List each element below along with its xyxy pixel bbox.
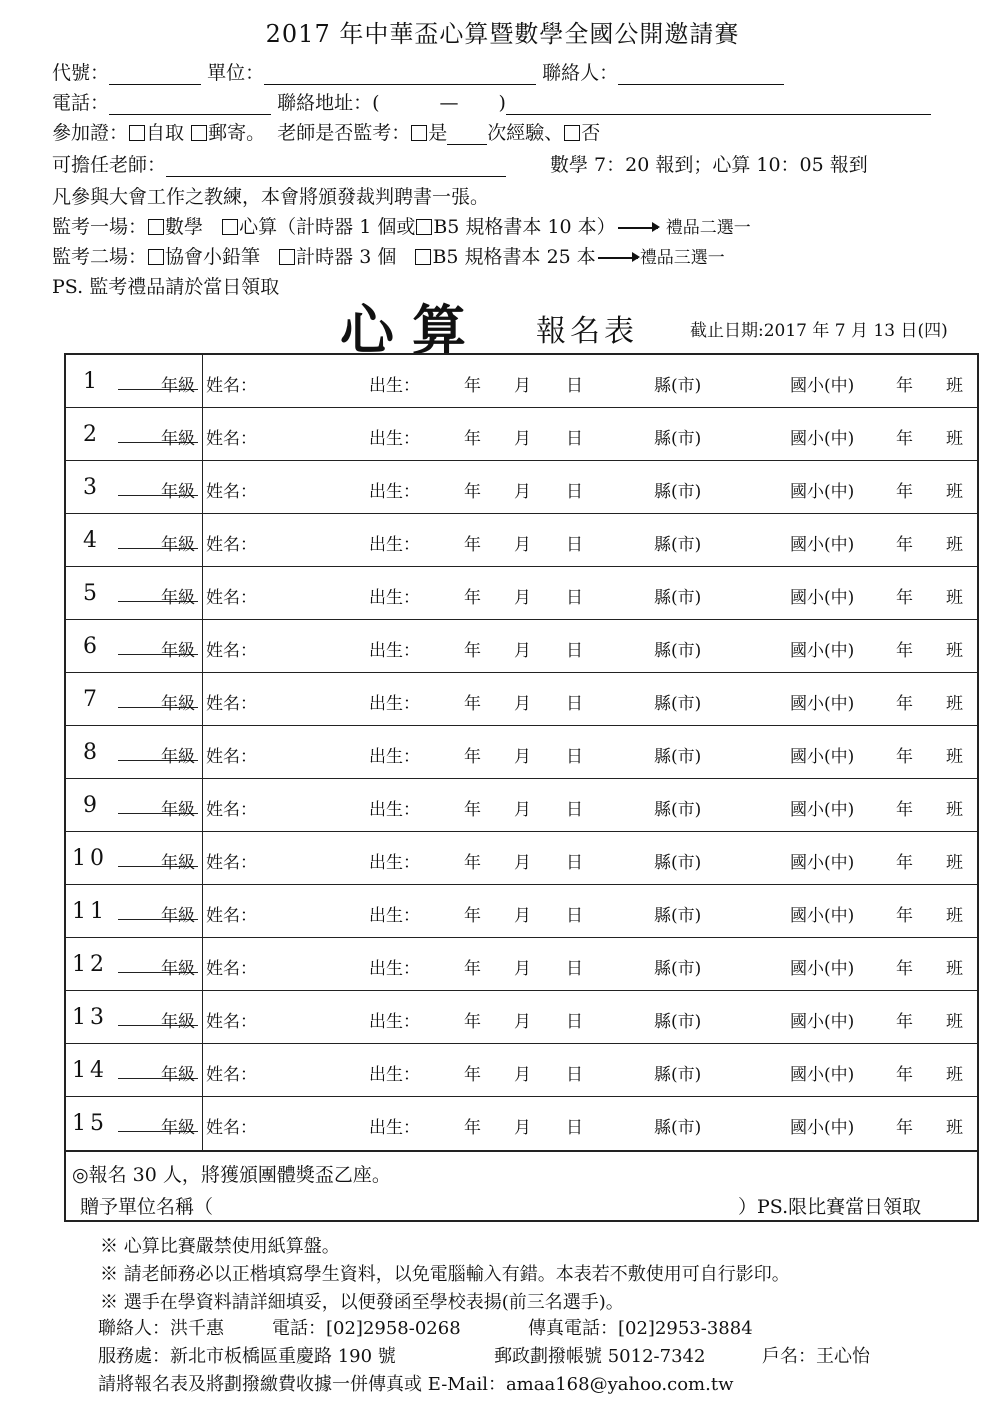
proctor-question: 老師是否監考：	[277, 122, 411, 144]
column-divider	[202, 355, 203, 407]
school-year-label: 年	[896, 959, 913, 979]
grade-label: 年級	[161, 482, 195, 502]
class-label: 班	[946, 906, 963, 926]
proctor-yes-label: 是	[428, 122, 448, 144]
address-label: 聯絡地址：(	[277, 92, 380, 114]
grade-label: 年級	[161, 535, 195, 555]
birth-month-label: 月	[514, 800, 531, 820]
county-label: 縣(市)	[654, 376, 702, 396]
column-divider	[202, 885, 203, 937]
gift-2-label: 禮品二選一	[665, 218, 751, 238]
school-label: 國小(中)	[790, 482, 855, 502]
birth-day-label: 日	[566, 694, 583, 714]
county-label: 縣(市)	[654, 959, 702, 979]
birth-label: 出生：	[369, 694, 420, 714]
birth-label: 出生：	[369, 959, 420, 979]
class-label: 班	[946, 641, 963, 661]
birth-label: 出生：	[369, 1118, 420, 1138]
birth-month-label: 月	[514, 376, 531, 396]
class-label: 班	[946, 1065, 963, 1085]
table-row	[66, 673, 977, 726]
birth-label: 出生：	[369, 906, 420, 926]
table-row	[66, 355, 977, 408]
row-number: 10	[72, 846, 108, 871]
proctor-1-b5-checkbox[interactable]	[416, 219, 432, 235]
class-label: 班	[946, 1118, 963, 1138]
birth-label: 出生：	[369, 800, 420, 820]
name-label: 姓名：	[206, 853, 257, 873]
class-label: 班	[946, 535, 963, 555]
proctor-1-math-checkbox[interactable]	[148, 219, 164, 235]
proctor-1-line	[52, 212, 751, 239]
row-number: 8	[83, 740, 97, 765]
birth-month-label: 月	[514, 959, 531, 979]
postal-account: 郵政劃撥帳號 5012-7342	[494, 1346, 706, 1367]
birth-label: 出生：	[369, 376, 420, 396]
row-number: 11	[72, 899, 108, 924]
birth-month-label: 月	[514, 747, 531, 767]
table-row	[66, 461, 977, 514]
group-award-box	[64, 1150, 979, 1222]
table-row	[66, 1097, 977, 1150]
form-title-sub: 報名表	[536, 314, 638, 349]
proctor-yes-checkbox[interactable]	[411, 125, 427, 141]
county-label: 縣(市)	[654, 429, 702, 449]
class-label: 班	[946, 588, 963, 608]
table-row	[66, 514, 977, 567]
column-divider	[202, 1097, 203, 1150]
school-label: 國小(中)	[790, 641, 855, 661]
birth-year-label: 年	[464, 535, 481, 555]
deadline: 截止日期:2017 年 7 月 13 日(四)	[690, 321, 948, 341]
birth-day-label: 日	[566, 1012, 583, 1032]
proctor-2-line	[52, 242, 725, 269]
column-divider	[202, 673, 203, 725]
code-label: 代號：	[52, 62, 110, 84]
birth-year-label: 年	[464, 1118, 481, 1138]
birth-label: 出生：	[369, 853, 420, 873]
header-line-2	[52, 88, 931, 115]
birth-day-label: 日	[566, 800, 583, 820]
teacher-label: 可擔任老師：	[52, 154, 167, 176]
pickup-checkbox[interactable]	[129, 125, 145, 141]
birth-day-label: 日	[566, 853, 583, 873]
mail-checkbox[interactable]	[191, 125, 207, 141]
birth-year-label: 年	[464, 906, 481, 926]
school-year-label: 年	[896, 906, 913, 926]
table-row	[66, 567, 977, 620]
address-close: )	[498, 92, 506, 114]
row-number: 14	[72, 1058, 108, 1083]
grade-label: 年級	[161, 800, 195, 820]
birth-month-label: 月	[514, 1118, 531, 1138]
birth-day-label: 日	[566, 747, 583, 767]
name-label: 姓名：	[206, 482, 257, 502]
note-1: ※ 心算比賽嚴禁使用紙算盤。	[100, 1236, 340, 1257]
email-note: 請將報名表及將劃撥繳費收據一併傳真或 E-Mail：amaa168@yahoo.com.tw	[98, 1374, 734, 1395]
name-label: 姓名：	[206, 376, 257, 396]
contact-phone: 電話：[02]2958-0268	[272, 1318, 461, 1339]
birth-day-label: 日	[566, 482, 583, 502]
table-row	[66, 620, 977, 673]
school-year-label: 年	[896, 641, 913, 661]
birth-year-label: 年	[464, 429, 481, 449]
school-year-label: 年	[896, 1118, 913, 1138]
row-number: 13	[72, 1005, 108, 1030]
birth-label: 出生：	[369, 429, 420, 449]
name-label: 姓名：	[206, 1118, 257, 1138]
row-number: 12	[72, 952, 108, 977]
group-award-note: ◎報名 30 人，將獲頒團體獎盃乙座。	[72, 1164, 391, 1186]
birth-label: 出生：	[369, 747, 420, 767]
header-line-1	[52, 58, 784, 85]
grade-label: 年級	[161, 588, 195, 608]
row-number: 9	[83, 793, 97, 818]
gift-unit-close: ）PS.限比賽當日領取	[738, 1196, 922, 1218]
proctor-1-math-label: 數學	[165, 216, 204, 238]
proctor-no-label: 否	[581, 122, 601, 144]
birth-year-label: 年	[464, 853, 481, 873]
school-year-label: 年	[896, 482, 913, 502]
school-label: 國小(中)	[790, 1065, 855, 1085]
grade-label: 年級	[161, 376, 195, 396]
proctor-1-b5-label: B5 規格書本 10 本）	[433, 216, 616, 238]
birth-day-label: 日	[566, 1118, 583, 1138]
class-label: 班	[946, 853, 963, 873]
school-label: 國小(中)	[790, 1118, 855, 1138]
county-label: 縣(市)	[654, 1118, 702, 1138]
name-label: 姓名：	[206, 747, 257, 767]
class-label: 班	[946, 429, 963, 449]
county-label: 縣(市)	[654, 694, 702, 714]
county-label: 縣(市)	[654, 747, 702, 767]
class-label: 班	[946, 747, 963, 767]
class-label: 班	[946, 1012, 963, 1032]
teacher-field[interactable]	[166, 156, 506, 177]
school-label: 國小(中)	[790, 747, 855, 767]
birth-year-label: 年	[464, 376, 481, 396]
class-label: 班	[946, 959, 963, 979]
grade-label: 年級	[161, 1065, 195, 1085]
table-row	[66, 885, 977, 938]
birth-month-label: 月	[514, 641, 531, 661]
note-2: ※ 請老師務必以正楷填寫學生資料，以免電腦輸入有錯。本表若不敷使用可自行影印。	[100, 1264, 790, 1285]
grade-label: 年級	[161, 694, 195, 714]
birth-year-label: 年	[464, 641, 481, 661]
name-label: 姓名：	[206, 1012, 257, 1032]
class-label: 班	[946, 376, 963, 396]
name-label: 姓名：	[206, 800, 257, 820]
code-field[interactable]	[109, 64, 201, 85]
birth-year-label: 年	[464, 482, 481, 502]
header-line-3	[52, 118, 600, 145]
name-label: 姓名：	[206, 535, 257, 555]
proctor-2-label: 監考二場：	[52, 246, 148, 268]
school-label: 國小(中)	[790, 800, 855, 820]
ps-gift-note: PS. 監考禮品請於當日領取	[52, 276, 280, 298]
county-label: 縣(市)	[654, 588, 702, 608]
name-label: 姓名：	[206, 1065, 257, 1085]
class-label: 班	[946, 800, 963, 820]
birth-label: 出生：	[369, 482, 420, 502]
birth-month-label: 月	[514, 694, 531, 714]
column-divider	[202, 620, 203, 672]
birth-month-label: 月	[514, 535, 531, 555]
county-label: 縣(市)	[654, 482, 702, 502]
county-label: 縣(市)	[654, 906, 702, 926]
proctor-2-timer-label: 計時器 3 個	[296, 246, 397, 268]
grade-label: 年級	[161, 1118, 195, 1138]
times-exp-label: 次經驗、	[487, 122, 564, 144]
school-label: 國小(中)	[790, 906, 855, 926]
class-label: 班	[946, 694, 963, 714]
arrow-icon	[598, 257, 638, 259]
arrow-icon	[618, 227, 658, 229]
grade-label: 年級	[161, 959, 195, 979]
row-number: 3	[83, 475, 97, 500]
proctor-2-timer-checkbox[interactable]	[279, 249, 295, 265]
name-label: 姓名：	[206, 429, 257, 449]
birth-label: 出生：	[369, 1012, 420, 1032]
birth-day-label: 日	[566, 376, 583, 396]
proctor-2-b5-label: B5 規格書本 25 本	[432, 246, 596, 268]
class-label: 班	[946, 482, 963, 502]
unit-label: 單位：	[207, 62, 265, 84]
birth-year-label: 年	[464, 1065, 481, 1085]
grade-label: 年級	[161, 747, 195, 767]
experience-field[interactable]	[447, 124, 487, 145]
report-times: 數學 7：20 報到；心算 10：05 報到	[550, 154, 868, 176]
birth-day-label: 日	[566, 535, 583, 555]
pass-label: 參加證：	[52, 122, 129, 144]
birth-month-label: 月	[514, 906, 531, 926]
column-divider	[202, 461, 203, 513]
address-dash: —	[439, 92, 459, 114]
county-label: 縣(市)	[654, 1065, 702, 1085]
school-year-label: 年	[896, 376, 913, 396]
header-line-4	[52, 150, 506, 177]
school-label: 國小(中)	[790, 853, 855, 873]
row-number: 2	[83, 422, 97, 447]
county-label: 縣(市)	[654, 1012, 702, 1032]
note-3: ※ 選手在學資料請詳細填妥，以便發函至學校表揚(前三名選手)。	[100, 1292, 624, 1313]
column-divider	[202, 991, 203, 1043]
birth-label: 出生：	[369, 588, 420, 608]
school-year-label: 年	[896, 747, 913, 767]
school-label: 國小(中)	[790, 429, 855, 449]
proctor-1-mental-label: 心算（計時器 1 個或	[239, 216, 416, 238]
school-label: 國小(中)	[790, 959, 855, 979]
school-year-label: 年	[896, 694, 913, 714]
school-label: 國小(中)	[790, 1012, 855, 1032]
name-label: 姓名：	[206, 906, 257, 926]
birth-year-label: 年	[464, 747, 481, 767]
birth-month-label: 月	[514, 588, 531, 608]
birth-label: 出生：	[369, 1065, 420, 1085]
gift-3-label: 禮品三選一	[639, 248, 725, 268]
row-number: 4	[83, 528, 97, 553]
contact-field[interactable]	[618, 64, 784, 85]
school-year-label: 年	[896, 535, 913, 555]
table-row	[66, 991, 977, 1044]
phone-field[interactable]	[109, 94, 271, 115]
grade-label: 年級	[161, 1012, 195, 1032]
gift-unit-label[interactable]: 贈予單位名稱（	[80, 1196, 214, 1218]
address-field[interactable]	[506, 94, 931, 115]
mail-label: 郵寄。	[208, 122, 266, 144]
birth-label: 出生：	[369, 535, 420, 555]
birth-month-label: 月	[514, 482, 531, 502]
contact-person: 聯絡人：洪千惠	[98, 1318, 224, 1339]
county-label: 縣(市)	[654, 853, 702, 873]
office-address: 服務處：新北市板橋區重慶路 190 號	[98, 1346, 396, 1367]
row-number: 7	[83, 687, 97, 712]
school-year-label: 年	[896, 853, 913, 873]
staff-note: 凡參與大會工作之教練，本會將頒發裁判聘書一張。	[52, 186, 490, 208]
name-label: 姓名：	[206, 694, 257, 714]
county-label: 縣(市)	[654, 535, 702, 555]
birth-year-label: 年	[464, 588, 481, 608]
grade-label: 年級	[161, 641, 195, 661]
table-row	[66, 832, 977, 885]
proctor-2-b5-checkbox[interactable]	[415, 249, 431, 265]
page-title: 2017 年中華盃心算暨數學全國公開邀請賽	[265, 20, 740, 48]
school-label: 國小(中)	[790, 535, 855, 555]
birth-month-label: 月	[514, 1065, 531, 1085]
column-divider	[202, 514, 203, 566]
school-label: 國小(中)	[790, 588, 855, 608]
phone-label: 電話：	[52, 92, 110, 114]
birth-year-label: 年	[464, 694, 481, 714]
table-row	[66, 938, 977, 991]
name-label: 姓名：	[206, 959, 257, 979]
proctor-1-mental-checkbox[interactable]	[222, 219, 238, 235]
grade-label: 年級	[161, 853, 195, 873]
proctor-2-pencil-label: 協會小鉛筆	[165, 246, 261, 268]
birth-month-label: 月	[514, 429, 531, 449]
birth-day-label: 日	[566, 641, 583, 661]
column-divider	[202, 938, 203, 990]
school-year-label: 年	[896, 588, 913, 608]
grade-label: 年級	[161, 906, 195, 926]
column-divider	[202, 779, 203, 831]
birth-day-label: 日	[566, 959, 583, 979]
column-divider	[202, 567, 203, 619]
grade-label: 年級	[161, 429, 195, 449]
school-label: 國小(中)	[790, 694, 855, 714]
county-label: 縣(市)	[654, 800, 702, 820]
unit-field[interactable]	[264, 64, 536, 85]
school-year-label: 年	[896, 1065, 913, 1085]
name-label: 姓名：	[206, 588, 257, 608]
table-row	[66, 408, 977, 461]
school-year-label: 年	[896, 1012, 913, 1032]
birth-year-label: 年	[464, 1012, 481, 1032]
table-row	[66, 1044, 977, 1097]
proctor-2-pencil-checkbox[interactable]	[148, 249, 164, 265]
county-label: 縣(市)	[654, 641, 702, 661]
contact-label: 聯絡人：	[542, 62, 619, 84]
birth-label: 出生：	[369, 641, 420, 661]
birth-day-label: 日	[566, 588, 583, 608]
school-label: 國小(中)	[790, 376, 855, 396]
form-title-main: 心算	[340, 298, 484, 362]
column-divider	[202, 726, 203, 778]
column-divider	[202, 408, 203, 460]
table-row	[66, 779, 977, 832]
row-number: 1	[83, 369, 97, 394]
contact-fax: 傳真電話：[02]2953-3884	[528, 1318, 753, 1339]
birth-day-label: 日	[566, 429, 583, 449]
table-row	[66, 726, 977, 779]
row-number: 15	[72, 1111, 108, 1136]
row-number: 6	[83, 634, 97, 659]
school-year-label: 年	[896, 800, 913, 820]
birth-month-label: 月	[514, 1012, 531, 1032]
pickup-label: 自取	[146, 122, 185, 144]
proctor-1-label: 監考一場：	[52, 216, 148, 238]
proctor-no-checkbox[interactable]	[564, 125, 580, 141]
row-number: 5	[83, 581, 97, 606]
birth-day-label: 日	[566, 906, 583, 926]
column-divider	[202, 832, 203, 884]
birth-year-label: 年	[464, 800, 481, 820]
birth-month-label: 月	[514, 853, 531, 873]
registration-table	[64, 353, 979, 1152]
name-label: 姓名：	[206, 641, 257, 661]
account-name: 戶名：王心怡	[762, 1346, 870, 1367]
column-divider	[202, 1044, 203, 1096]
birth-year-label: 年	[464, 959, 481, 979]
birth-day-label: 日	[566, 1065, 583, 1085]
school-year-label: 年	[896, 429, 913, 449]
